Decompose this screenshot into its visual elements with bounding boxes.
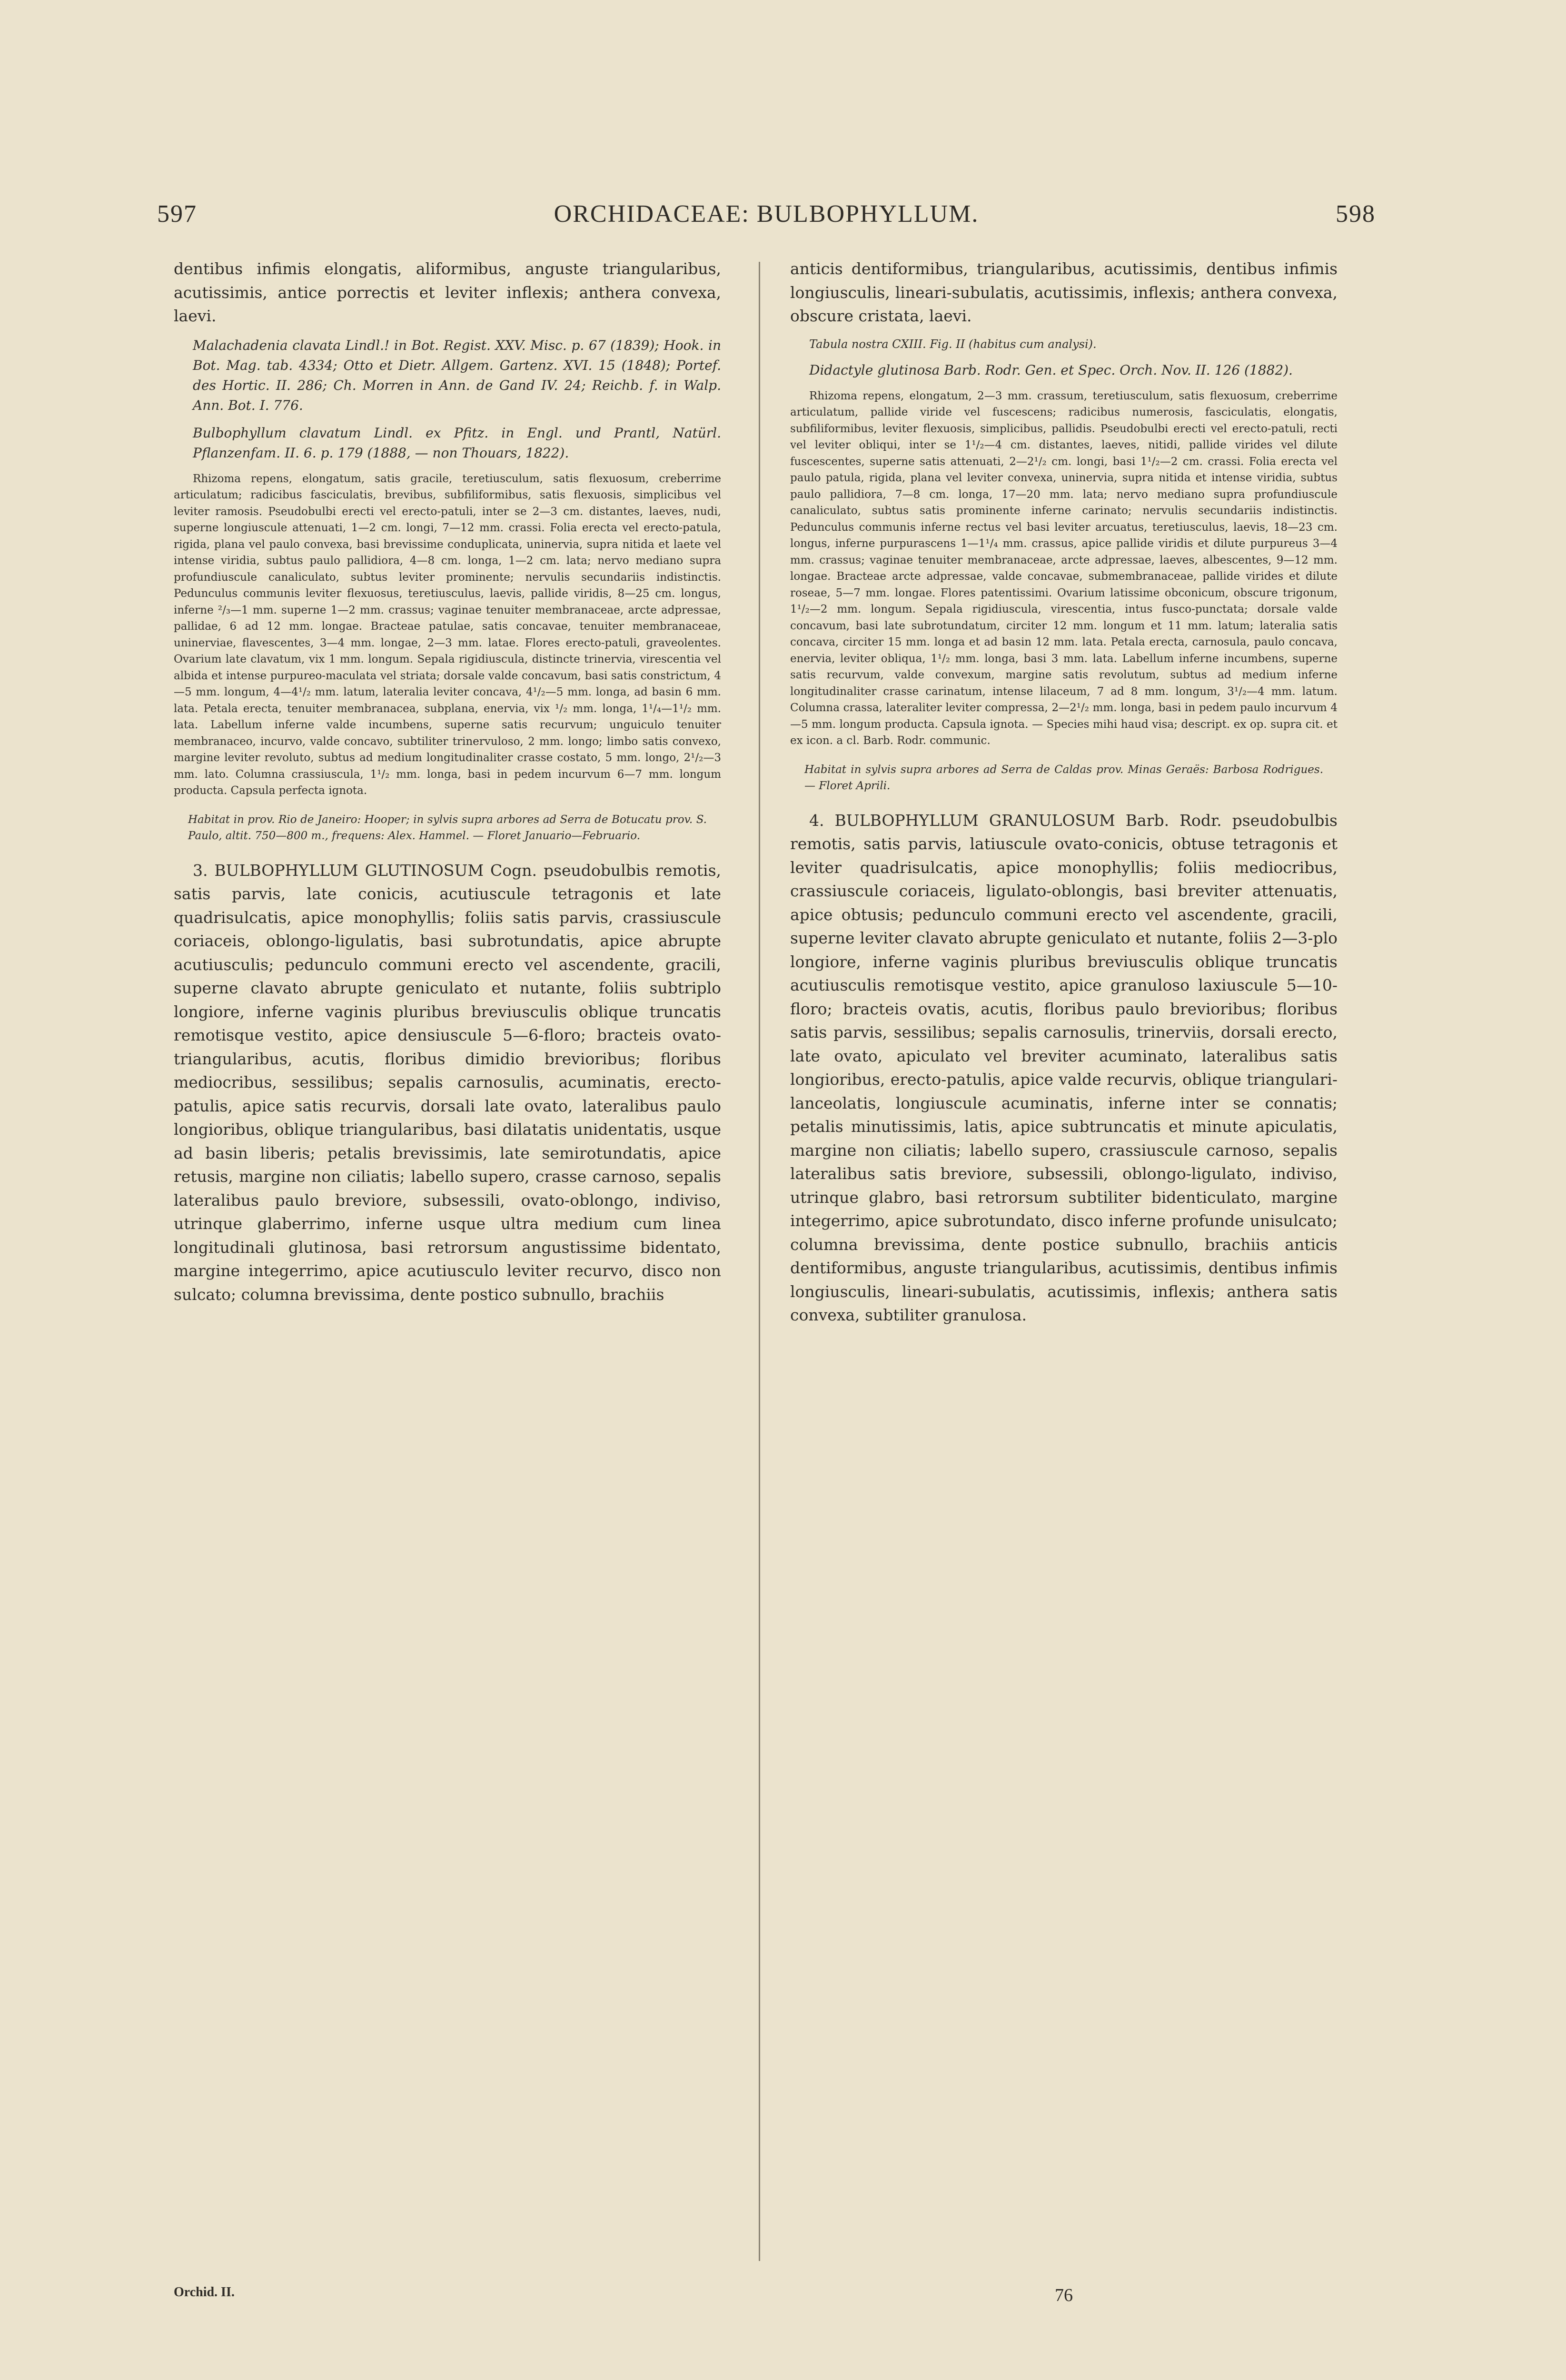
species-entry: 3. BULBOPHYLLUM GLUTINOSUM Cogn. pseudobulbis remotis, satis parvis, late conicis, acutiuscule tetragonis et late quadrisulcatis, apice monophyllis; foliis satis parvis, crassiuscule coriaceis, oblongo-ligulatis, basi subrotundatis, apice abrupte acutiusculis; pedunculo communi erecto vel ascendente, gracili, superne clavato abrupte geniculato et nutante, foliis subtriplo longiore, inferne vaginis pluribus breviusculis oblique truncatis remotisque vestito, apice densiuscule 5—6-floro; bracteis ovato-triangularibus, acutis, floribus dimidio brevioribus; floribus mediocribus, sessilibus; sepalis carnosulis, acuminatis, erecto-patulis, apice satis recurvis, dorsali late ovato, lateralibus paulo longioribus, oblique triangularibus, basi dilatatis unidentatis, usque ad basin liberis; petalis brevissimis, late semirotundatis, apice retusis, margine non ciliatis; labello supero, crasse carnoso, sepalis lateralibus paulo breviore, subsessili, ovato-oblongo, indiviso, utrinque glaberrimo, inferne usque ultra medium cum linea longitudinali glutinosa, basi retrorsum angustissime bidentato, margine integerrimo, apice acutiusculo leviter recurvo, disco non sulcato; columna brevissima, dente postico subnullo, brachiis [174, 861, 721, 1304]
column-divider [759, 262, 760, 2261]
left-column [174, 257, 721, 2271]
diagnosis-continuation: anticis dentiformibus, triangularibus, acutissimis, dentibus infimis longiusculis, lineari-subulatis, acutissimis, inflexis; anthera convexa, obscure cristata, laevi. [790, 259, 1338, 325]
running-title: ORCHIDACEAE: BULBOPHYLLUM. [554, 200, 979, 228]
synonym-reference: Didactyle glutinosa Barb. Rodr. Gen. et Spec. Orch. Nov. II. 126 (1882). [809, 362, 1293, 378]
synonym-reference: Malachadenia clavata Lindl.! in Bot. Regist. XXV. Misc. p. 67 (1839); Hook. in Bot. Mag. tab. 4334; Otto et Dietr. Allgem. Gartenz. XVI. 15 (1848); Portef. des Hortic. II. 286; Ch. Morren in Ann. de Gand IV. 24; Reichb. f. in Walp. Ann. Bot. I. 776. [193, 337, 721, 413]
running-header [157, 200, 1376, 233]
footer-sheet-number: 76 [1055, 2285, 1073, 2305]
page-number-right: 598 [1336, 200, 1376, 228]
footer-signature: Orchid. II. [174, 2285, 235, 2300]
species-description: Rhizoma repens, elongatum, satis gracile, teretiusculum, satis flexuosum, creberrime articulatum; radicibus fasciculatis, brevibus, subfiliformibus, satis flexuosis, simplicibus vel leviter ramosis. Pseudobulbi erecti vel erecto-patuli, inter se 2—3 cm. distantes, laeves, nudi, superne longiuscule attenuati, 1—2 cm. longi, 7—12 mm. crassi. Folia erecta vel erecto-patula, rigida, plana vel paulo convexa, basi brevissime conduplicata, uninervia, supra nitida et laete vel intense viridia, subtus paulo pallidiora, 4—8 cm. longa, 1—2 cm. lata; nervo mediano supra profundiuscule canaliculato, subtus leviter prominente; nervulis secundariis indistinctis. Pedunculus communis leviter flexuosus, teretiusculus, laevis, pallide viridis, 8—25 cm. longus, inferne ²/₃—1 mm. superne 1—2 mm. crassus; vaginae tenuiter membranaceae, arcte adpressae, pallidae, 6 ad 12 mm. longae. Bracteae patulae, satis concavae, tenuiter membranaceae, uninerviae, flavescentes, 3—4 mm. longae, 2—3 mm. latae. Flores erecto-patuli, graveolentes. Ovarium late clavatum, vix 1 mm. longum. Sepala rigidiuscula, distincte trinervia, virescentia vel albida et intense purpureo-maculata vel striata; dorsale valde concavum, basi satis constrictum, 4—5 mm. longum, 4—4¹/₂ mm. latum, lateralia leviter concava, 4¹/₂—5 mm. longa, ad basin 6 mm. lata. Petala erecta, tenuiter membranacea, subplana, enervia, vix ¹/₂ mm. longa, 1¹/₄—1¹/₂ mm. lata. Labellum inferne valde incumbens, superne satis recurvum; unguiculo tenuiter membranaceo, incurvo, valde concavo, subtiliter trinervuloso, 2 mm. longo; limbo satis convexo, margine leviter revoluto, subtus ad medium longitudinaliter crasse costato, 5 mm. longo, 2¹/₂—3 mm. lato. Columna crassiuscula, 1¹/₂ mm. longa, basi in pedem incurvum 6—7 mm. longum producta. Capsula perfecta ignota. [174, 472, 721, 797]
species-description: Rhizoma repens, elongatum, 2—3 mm. crassum, teretiusculum, satis flexuosum, creberrime articulatum, pallide viride vel fuscescens; radicibus numerosis, fasciculatis, elongatis, subfiliformibus, leviter flexuosis, simplicibus, pallidis. Pseudobulbi erecti vel erecto-patuli, recti vel leviter obliqui, inter se 1¹/₂—4 cm. distantes, laeves, nitidi, pallide virides vel dilute fuscescentes, superne satis attenuati, 2—2¹/₂ cm. longi, basi 1¹/₂—2 cm. crassi. Folia erecta vel paulo patula, rigida, plana vel leviter convexa, uninervia, supra nitida et intense viridia, subtus paulo pallidiora, 7—8 cm. longa, 17—20 mm. lata; nervo mediano supra profundiuscule canaliculato, subtus satis prominente inferne carinato; nervulis secundariis indistinctis. Pedunculus communis inferne rectus vel basi leviter arcuatus, teretiusculus, laevis, 18—23 cm. longus, inferne purpurascens 1—1¹/₄ mm. crassus, apice pallide viridis et dilute purpureus 3—4 mm. crassus; vaginae tenuiter membranaceae, arcte adpressae, laeves, albescentes, 9—12 mm. longae. Bracteae arcte adpressae, valde concavae, submembranaceae, pallide virides et dilute roseae, 5—7 mm. longae. Flores patentissimi. Ovarium latissime obconicum, obscure trigonum, 1¹/₂—2 mm. longum. Sepala rigidiuscula, virescentia, intus fusco-punctata; dorsale valde concavum, basi late subrotundatum, circiter 12 mm. longum et 11 mm. latum; lateralia satis concava, circiter 15 mm. longa et ad basin 12 mm. lata. Petala erecta, carnosula, paulo concava, enervia, leviter obliqua, 1¹/₂ mm. longa, basi 3 mm. lata. Labellum inferne incumbens, superne satis recurvum, valde convexum, margine satis revolutum, subtus ad medium inferne longitudinaliter crasse carinatum, intense lilaceum, 7 ad 8 mm. longum, 3¹/₂—4 mm. latum. Columna crassa, lateraliter leviter compressa, 2—2¹/₂ mm. longa, basi in pedem paulo incurvum 4—5 mm. longum producta. Capsula ignota. — Species mihi haud visa; descript. ex op. supra cit. et ex icon. a cl. Barb. Rodr. communic. [790, 389, 1338, 747]
habitat-note: Habitat in prov. Rio de Janeiro: Hooper; in sylvis supra arbores ad Serra de Botucatu prov. S. Paulo, altit. 750—800 m., frequens: Alex. Hammel. — Floret Januario—Februario. [188, 813, 707, 842]
habitat-note: Habitat in sylvis supra arbores ad Serra de Caldas prov. Minas Geraës: Barbosa Rodrigues. — Floret Aprili. [804, 763, 1323, 792]
book-page [157, 200, 1376, 2323]
synonym-reference: Bulbophyllum clavatum Lindl. ex Pfitz. in Engl. und Prantl, Natürl. Pflanzenfam. II. 6. p. 179 (1888, — non Thouars, 1822). [193, 425, 721, 461]
species-entry: 4. BULBOPHYLLUM GRANULOSUM Barb. Rodr. pseudobulbis remotis, satis parvis, latiuscule ovato-conicis, obtuse tetragonis et leviter quadrisulcatis, apice monophyllis; foliis mediocribus, crassiuscule coriaceis, ligulato-oblongis, basi breviter attenuatis, apice obtusis; pedunculo communi erecto vel ascendente, gracili, superne leviter clavato abrupte geniculato et nutante, foliis 2—3-plo longiore, inferne vaginis pluribus breviusculis oblique truncatis acutiusculis remotisque vestito, apice granuloso laxiuscule 5—10-floro; bracteis ovatis, acutis, floribus paulo brevioribus; floribus satis parvis, sessilibus; sepalis carnosulis, trinerviis, dorsali erecto, late ovato, apiculato vel breviter acuminato, lateralibus satis longioribus, erecto-patulis, apice valde recurvis, oblique triangulari-lanceolatis, longiuscule acuminatis, inferne inter se connatis; petalis minutissimis, latis, apice subtruncatis et minute apiculatis, margine non ciliatis; labello supero, crassiuscule carnoso, sepalis lateralibus satis breviore, subsessili, oblongo-ligulato, indiviso, utrinque glabro, basi retrorsum subtiliter bidenticulato, margine integerrimo, apice subrotundato, disco inferne profunde unisulcato; columna brevissima, dente postice subnullo, brachiis anticis dentiformibus, anguste triangularibus, acutissimis, dentibus infimis longiusculis, lineari-subulatis, acutissimis, inflexis; anthera satis convexa, subtiliter granulosa. [790, 811, 1338, 1324]
right-column [790, 257, 1338, 2271]
diagnosis-continuation: dentibus infimis elongatis, aliformibus, anguste triangularibus, acutissimis, antice porrectis et leviter inflexis; anthera convexa, laevi. [174, 259, 721, 325]
plate-reference: Tabula nostra CXIII. Fig. II (habitus cum analysi). [809, 337, 1097, 351]
page-number-left: 597 [157, 200, 197, 228]
